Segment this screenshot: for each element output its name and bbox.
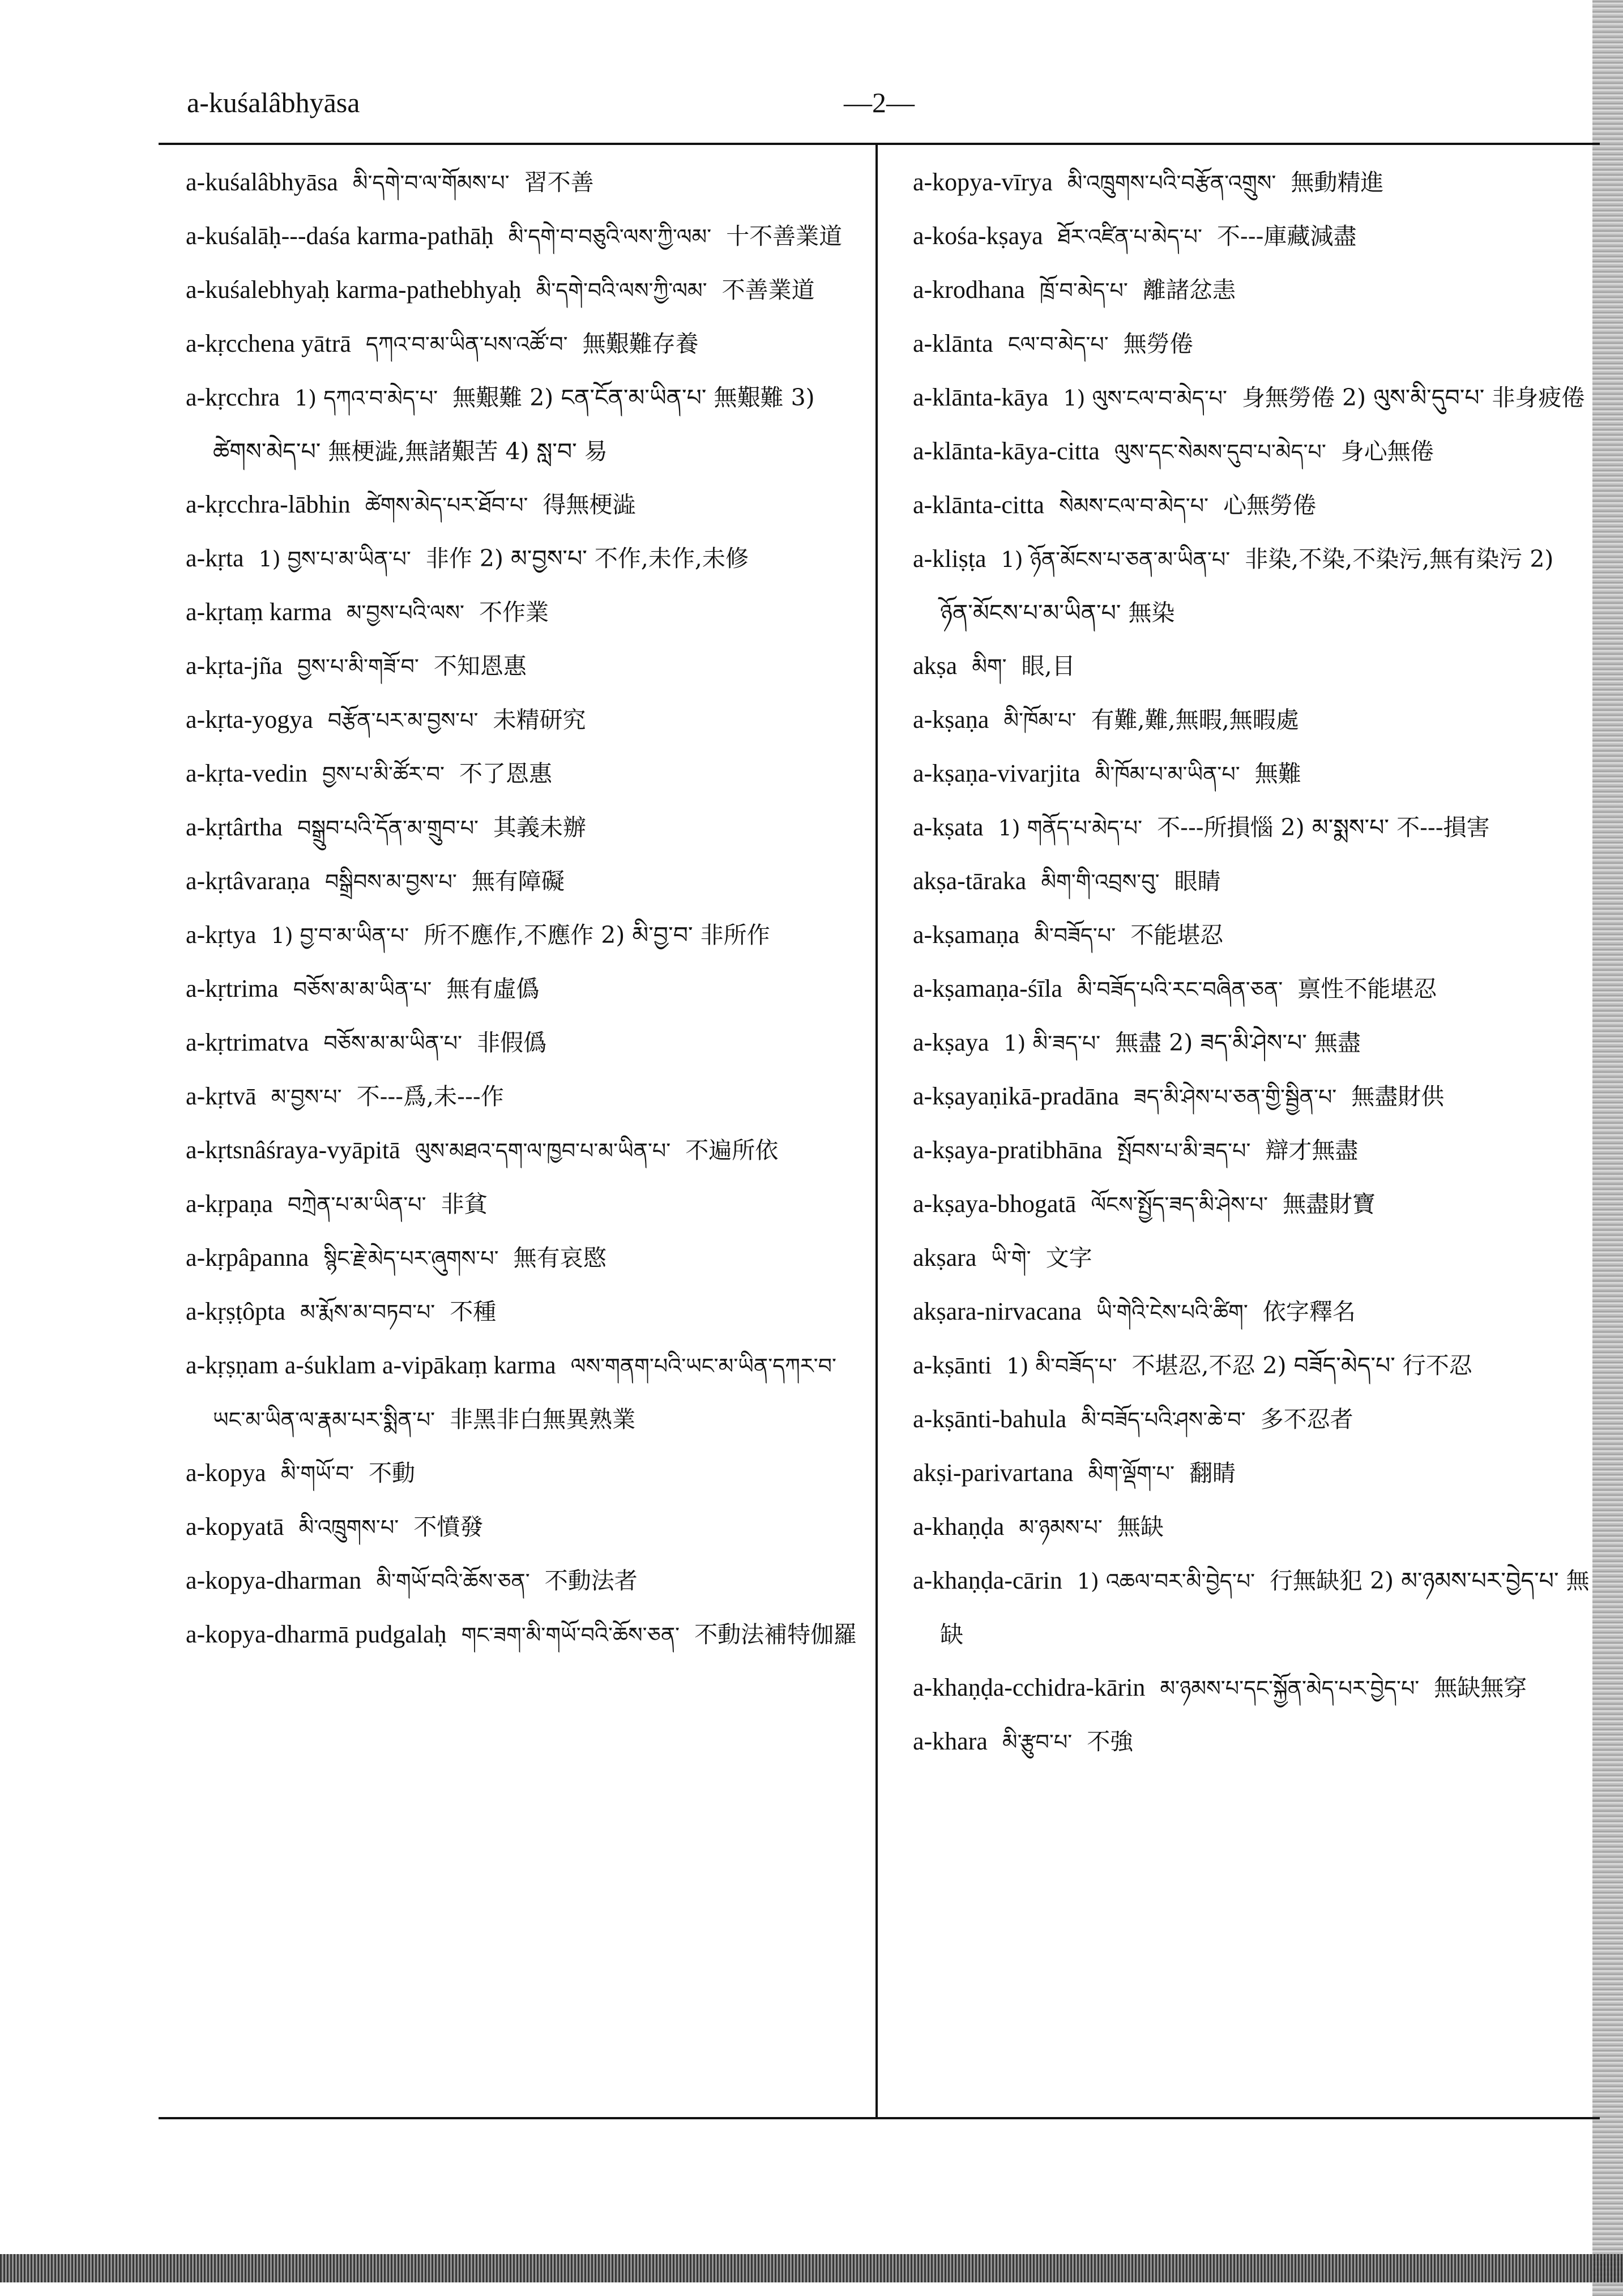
entry-headword: a-kṛta	[186, 544, 244, 572]
entry-headword: a-kopya-dharman	[186, 1567, 362, 1594]
dictionary-entry	[913, 263, 1590, 317]
dictionary-entry	[186, 908, 862, 962]
entry-tibetan: མིག་ལྡོག་པ་	[1088, 1461, 1175, 1486]
entry-chinese: 無有障礙	[471, 868, 565, 895]
dictionary-entry	[913, 479, 1590, 532]
dictionary-entry	[186, 1339, 862, 1446]
entry-tibetan: མི་དགེ་བ་ལ་གོམས་པ་	[352, 170, 510, 195]
entry-chinese: 不堪忍,不忍 2) བཟོད་མེད་པ་ 行不忍	[1131, 1352, 1472, 1379]
dictionary-entry	[913, 1715, 1590, 1769]
scan-edge-shadow	[1592, 0, 1623, 2296]
dictionary-entry	[913, 532, 1590, 639]
dictionary-entry	[913, 1661, 1590, 1715]
dictionary-entry	[186, 478, 862, 532]
entry-chinese: 不---爲,未---作	[356, 1083, 504, 1110]
entry-tibetan: བྱས་པ་མི་གཟོ་བ་	[297, 654, 419, 679]
entry-tibetan: ངལ་བ་མེད་པ་	[1007, 332, 1109, 357]
entry-headword: a-kopya-vīrya	[913, 168, 1053, 196]
entry-tibetan: 1) བྱ་བ་མ་ཡིན་པ་	[271, 923, 409, 948]
entry-headword: a-khaṇḍa-cchidra-kārin	[913, 1674, 1146, 1701]
dictionary-entry	[913, 801, 1590, 855]
entry-chinese: 離諸忿恚	[1142, 276, 1236, 304]
entry-tibetan: བརྩོན་པར་མ་བྱས་པ་	[327, 708, 479, 733]
entry-headword: a-kṣamaṇa	[913, 921, 1020, 949]
entry-headword: a-kuśalâbhyāsa	[186, 168, 338, 196]
entry-tibetan: ཁྲོ་བ་མེད་པ་	[1039, 278, 1128, 303]
entry-tibetan: བྱས་པ་མི་ཚོར་བ་	[322, 762, 445, 787]
entry-tibetan: མི་བཟོད་པའི་རང་བཞིན་ཅན་	[1077, 977, 1283, 1002]
entry-tibetan: བཀྲེན་པ་མ་ཡིན་པ་	[287, 1192, 426, 1217]
entry-headword: a-kopya-dharmā pudgalaḥ	[186, 1620, 447, 1648]
entry-chinese: 不動法補特伽羅	[694, 1621, 857, 1648]
entry-chinese: 無有哀愍	[513, 1244, 607, 1271]
entry-tibetan: སྙིང་རྗེ་མེད་པར་ཞུགས་པ་	[323, 1246, 499, 1271]
dictionary-entry	[913, 371, 1590, 425]
entry-tibetan: ཡི་གེ་	[991, 1246, 1031, 1271]
entry-chinese: 眼睛	[1174, 868, 1221, 895]
entry-chinese: 身無勞倦 2) ལུས་མི་དུབ་པ་ 非身疲倦	[1242, 384, 1585, 411]
entry-chinese: 非黑非白無異熟業	[450, 1406, 636, 1433]
entry-tibetan: མི་ཁོམ་པ་མ་ཡིན་པ་	[1095, 762, 1240, 787]
entry-headword: a-kṛtâvaraṇa	[186, 867, 310, 895]
entry-headword: a-kṛtvā	[186, 1082, 257, 1110]
entry-tibetan: ཟད་མི་ཤེས་པ་ཅན་གྱི་སྦྱིན་པ་	[1134, 1085, 1337, 1109]
entry-headword: a-kṛpaṇa	[186, 1190, 273, 1218]
dictionary-entry	[186, 156, 862, 210]
top-rule	[159, 143, 1600, 145]
entry-tibetan: གང་ཟག་མི་གཡོ་བའི་ཆོས་ཅན་	[461, 1623, 680, 1648]
entry-tibetan: མི་གཡོ་བ་	[280, 1461, 354, 1486]
entry-tibetan: 1) བྱས་པ་མ་ཡིན་པ་	[258, 547, 411, 571]
dictionary-entry	[186, 317, 862, 371]
entry-tibetan: 1) མི་ཟད་པ་	[1003, 1031, 1101, 1056]
dictionary-entry	[186, 1285, 862, 1339]
entry-headword: a-kṛcchena yātrā	[186, 330, 351, 357]
entry-headword: a-kuśalāḥ---daśa karma-pathāḥ	[186, 222, 494, 250]
dictionary-entry	[186, 1124, 862, 1177]
entry-tibetan: མི་བཟོད་པའི་ཤས་ཆེ་བ་	[1081, 1407, 1246, 1432]
entry-chinese: 依字釋名	[1262, 1298, 1356, 1325]
dictionary-entry	[186, 1070, 862, 1124]
dictionary-entry	[913, 1070, 1590, 1124]
entry-tibetan: མིག་གི་འབྲས་བུ་	[1041, 869, 1160, 894]
dictionary-entry	[913, 210, 1590, 263]
dictionary-entry	[186, 962, 862, 1016]
entry-chinese: 不能堪忍	[1130, 921, 1224, 949]
dictionary-entry	[186, 639, 862, 693]
dictionary-entry	[913, 639, 1590, 693]
dictionary-entry	[186, 1231, 862, 1285]
entry-chinese: 不---所損惱 2) མ་སྨས་པ་ 不---損害	[1157, 814, 1490, 841]
entry-headword: a-kṣaṇa-vivarjita	[913, 759, 1080, 787]
dictionary-entry	[913, 962, 1590, 1016]
entry-headword: a-kliṣṭa	[913, 545, 986, 573]
entry-tibetan: མི་འཁྲུགས་པ་	[298, 1515, 399, 1540]
entry-headword: a-kośa-kṣaya	[913, 222, 1043, 250]
entry-headword: a-kṣaya-bhogatā	[913, 1190, 1077, 1218]
entry-tibetan: མ་བྱས་པ་	[271, 1085, 342, 1109]
entry-chinese: 心無勞倦	[1223, 492, 1317, 519]
entry-chinese: 不動	[369, 1459, 415, 1487]
entry-headword: a-klānta	[913, 330, 993, 357]
entry-chinese: 非作 2) མ་བྱས་པ་ 不作,未作,未修	[425, 545, 749, 572]
entry-headword: a-kṛtârtha	[186, 813, 283, 841]
dictionary-entry	[913, 1285, 1590, 1339]
entry-headword: a-kuśalebhyaḥ karma-pathebhyaḥ	[186, 276, 522, 304]
dictionary-entry	[186, 1500, 862, 1554]
bottom-rule	[159, 2117, 1600, 2119]
dictionary-entry	[186, 1446, 862, 1500]
entry-headword: a-khaṇḍa	[913, 1513, 1005, 1540]
entry-chinese: 不---庫藏減盡	[1216, 223, 1357, 250]
entry-tibetan: ལུས་དང་སེམས་དུབ་པ་མེད་པ་	[1114, 439, 1326, 464]
entry-tibetan: 1) དཀའ་བ་མེད་པ་	[294, 386, 438, 411]
entry-tibetan: མིག་	[972, 654, 1007, 679]
entry-headword: akṣi-parivartana	[913, 1459, 1074, 1487]
dictionary-entry	[186, 1177, 862, 1231]
entry-tibetan: 1) ལུས་ངལ་བ་མེད་པ་	[1063, 386, 1228, 411]
dictionary-entry	[186, 693, 862, 747]
entry-tibetan: ཚེགས་མེད་པར་ཐོབ་པ་	[365, 493, 528, 518]
entry-headword: a-kṛta-vedin	[186, 759, 307, 787]
entry-chinese: 所不應作,不應作 2) མི་བྱ་བ་ 非所作	[424, 921, 770, 949]
entry-headword: a-kṣānti-bahula	[913, 1405, 1067, 1433]
dictionary-entry	[913, 747, 1590, 801]
dictionary-entry	[913, 1339, 1590, 1393]
entry-chinese: 有難,難,無暇,無暇處	[1091, 706, 1299, 733]
entry-chinese: 翻睛	[1189, 1459, 1236, 1487]
entry-tibetan: མ་རྨོས་མ་བཏབ་པ་	[300, 1300, 435, 1325]
entry-chinese: 習不善	[524, 169, 594, 196]
entry-tibetan: ཐོར་འཛིན་པ་མེད་པ་	[1057, 224, 1202, 249]
dictionary-entry	[913, 1554, 1590, 1661]
entry-chinese: 身心無倦	[1340, 438, 1434, 465]
entry-tibetan: ཡི་གེའི་ངེས་པའི་ཚིག་	[1096, 1300, 1248, 1325]
entry-tibetan: མ་བྱས་པའི་ལས་	[346, 600, 464, 625]
dictionary-entry	[186, 586, 862, 639]
entry-headword: a-kṛtrima	[186, 975, 279, 1002]
entry-headword: a-klānta-citta	[913, 491, 1045, 519]
dictionary-entry	[913, 1124, 1590, 1177]
entry-headword: a-kṛtaṃ karma	[186, 598, 332, 626]
entry-tibetan: སེམས་ངལ་བ་མེད་པ་	[1059, 493, 1209, 518]
entry-headword: a-kṛcchra	[186, 383, 280, 411]
entry-chinese: 不動法者	[544, 1567, 638, 1594]
dictionary-entry	[913, 855, 1590, 908]
entry-tibetan: མི་དགེ་བའི་ལས་ཀྱི་ལམ་	[536, 278, 707, 303]
entry-chinese: 無缺無穿	[1434, 1674, 1527, 1701]
entry-chinese: 不了恩惠	[459, 760, 553, 787]
dictionary-entry	[186, 1016, 862, 1070]
entry-headword: a-kṛcchra-lābhin	[186, 490, 351, 518]
entry-headword: a-kṣaṇa	[913, 706, 989, 733]
dictionary-entry	[913, 1500, 1590, 1554]
entry-headword: a-kopyatā	[186, 1513, 284, 1540]
entry-tibetan: མི་རྩུབ་པ་	[1002, 1730, 1073, 1755]
entry-chinese: 非染,不染,不染污,無有染污 2) ཉོན་མོངས་པ་མ་ཡིན་པ་ 無染	[940, 545, 1554, 626]
entry-headword: akṣara-nirvacana	[913, 1298, 1082, 1325]
entry-tibetan: དཀའ་བ་མ་ཡིན་པས་འཚོ་བ་	[365, 332, 568, 357]
dictionary-entry	[913, 1393, 1590, 1446]
dictionary-entry	[913, 317, 1590, 371]
entry-tibetan: བསྒྲིབས་མ་བྱས་པ་	[324, 869, 457, 894]
dictionary-entry	[913, 908, 1590, 962]
entry-chinese: 未精研究	[493, 706, 586, 733]
entry-headword: a-kṛpâpanna	[186, 1244, 309, 1271]
entry-headword: a-kṣānti	[913, 1351, 992, 1379]
running-head: a-kuśalâbhyāsa	[187, 87, 360, 118]
entry-chinese: 眼,目	[1021, 652, 1075, 680]
entry-headword: a-klānta-kāya-citta	[913, 437, 1100, 465]
entry-tibetan: སྤོབས་པ་མི་ཟད་པ་	[1117, 1138, 1251, 1163]
entry-headword: a-kṛta-jña	[186, 652, 283, 680]
page-number: —2—	[844, 87, 915, 118]
entry-chinese: 無艱難 2) ངན་ངོན་མ་ཡིན་པ་ 無艱難 3) ཚེགས་མེད་པ་ 無梗澁,無諸艱苦 4) སླ་བ་ 易	[213, 384, 815, 465]
entry-chinese: 多不忍者	[1260, 1406, 1353, 1433]
entry-chinese: 無艱難存養	[582, 330, 699, 357]
entry-chinese: 其義未辦	[493, 814, 587, 841]
entry-chinese: 無盡財寶	[1283, 1190, 1376, 1218]
entry-chinese: 不遍所依	[685, 1137, 779, 1164]
entry-tibetan: མ་ཉམས་པ་དང་སྐྱོན་མེད་པར་བྱེད་པ་	[1160, 1676, 1420, 1701]
entry-headword: a-kṣaya-pratibhāna	[913, 1136, 1103, 1164]
entry-tibetan: བསྒྲུབ་པའི་དོན་མ་གྲུབ་པ་	[297, 816, 479, 840]
entry-chinese: 無難	[1254, 760, 1301, 787]
entry-chinese: 禀性不能堪忍	[1297, 975, 1437, 1002]
entry-headword: akṣara	[913, 1244, 977, 1271]
entry-headword: a-kṣayaṇikā-pradāna	[913, 1082, 1120, 1110]
entry-tibetan: 1) ཉོན་མོངས་པ་ཅན་མ་ཡིན་པ་	[1001, 547, 1231, 572]
entry-headword: a-kṛṣṇam a-śuklam a-vipākaṃ karma	[186, 1351, 556, 1379]
entry-chinese: 不強	[1087, 1728, 1134, 1755]
dictionary-entry	[186, 371, 862, 478]
entry-headword: a-khara	[913, 1727, 988, 1755]
dictionary-entry	[186, 210, 862, 263]
dictionary-entry	[913, 693, 1590, 747]
entry-chinese: 無有虛僞	[446, 975, 540, 1002]
entry-chinese: 非貧	[441, 1190, 488, 1218]
entry-chinese: 不作業	[479, 599, 549, 626]
entry-chinese: 不憤發	[413, 1513, 484, 1540]
entry-headword: a-kṣamaṇa-śīla	[913, 975, 1062, 1002]
dictionary-entry	[186, 532, 862, 586]
dictionary-entry	[913, 1177, 1590, 1231]
entry-chinese: 不知恩惠	[433, 652, 527, 680]
entry-tibetan: བཅོས་མ་མ་ཡིན་པ་	[323, 1031, 463, 1056]
dictionary-entry	[913, 156, 1590, 210]
entry-tibetan: མི་འཁྲུགས་པའི་བརྩོན་འགྲུས་	[1067, 170, 1276, 195]
entry-tibetan: མི་གཡོ་བའི་ཆོས་ཅན་	[376, 1569, 530, 1594]
entry-headword: a-kṛtya	[186, 921, 257, 949]
dictionary-entry	[913, 1446, 1590, 1500]
dictionary-entry	[186, 1608, 862, 1662]
entry-headword: a-krodhana	[913, 276, 1025, 304]
left-column	[186, 156, 862, 1662]
entry-headword: a-kṣaya	[913, 1028, 989, 1056]
dictionary-entry	[913, 1231, 1590, 1285]
entry-chinese: 辯才無盡	[1265, 1137, 1359, 1164]
entry-chinese: 無盡財供	[1351, 1083, 1445, 1110]
dictionary-entry	[913, 425, 1590, 479]
entry-chinese: 不種	[450, 1298, 497, 1325]
entry-tibetan: 1) འཆལ་བར་མི་བྱེད་པ་	[1077, 1569, 1255, 1594]
dictionary-entry	[186, 855, 862, 908]
entry-tibetan: མི་བཟོད་པ་	[1034, 923, 1116, 948]
entry-tibetan: མི་དགེ་བ་བཅུའི་ལས་ཀྱི་ལམ་	[508, 224, 712, 249]
entry-tibetan: ལོངས་སྤྱོད་ཟད་མི་ཤེས་པ་	[1091, 1192, 1268, 1217]
entry-headword: a-kṛtrimatva	[186, 1028, 309, 1056]
entry-tibetan: ལས་གནག་པའི་ཡང་མ་ཡིན་དཀར་བ་ཡང་མ་ཡིན་ལ་རྣམ་པར་སྨིན་པ་	[213, 1354, 836, 1432]
entry-headword: a-kṛta-yogya	[186, 706, 313, 733]
dictionary-entry	[186, 801, 862, 855]
entry-chinese: 無勞倦	[1123, 330, 1193, 357]
right-column	[913, 156, 1590, 1769]
scan-bottom-band	[0, 2254, 1623, 2282]
entry-headword: a-kṣata	[913, 813, 984, 841]
entry-tibetan: ལུས་མཐའ་དག་ལ་ཁྱབ་པ་མ་ཡིན་པ་	[415, 1138, 671, 1163]
entry-chinese: 不善業道	[721, 276, 815, 304]
entry-headword: a-kopya	[186, 1459, 266, 1487]
entry-chinese: 無動精進	[1291, 169, 1384, 196]
entry-chinese: 無盡 2) ཟད་མི་ཤེས་པ་ 無盡	[1115, 1029, 1361, 1056]
entry-tibetan: མ་ཉམས་པ་	[1019, 1515, 1103, 1540]
dictionary-entry	[186, 1554, 862, 1608]
dictionary-entry	[186, 263, 862, 317]
dictionary-entry	[913, 1016, 1590, 1070]
entry-headword: akṣa-tāraka	[913, 867, 1027, 895]
entry-chinese: 十不善業道	[726, 223, 843, 250]
entry-headword: a-kṛṣṭôpta	[186, 1298, 285, 1325]
entry-headword: a-kṛtsnâśraya-vyāpitā	[186, 1136, 400, 1164]
entry-headword: akṣa	[913, 652, 958, 680]
entry-chinese: 得無梗澁	[543, 491, 636, 518]
entry-tibetan: མི་ཁོམ་པ་	[1003, 708, 1077, 733]
entry-headword: a-khaṇḍa-cārin	[913, 1567, 1062, 1594]
entry-chinese: 無缺	[1117, 1513, 1164, 1540]
dictionary-entry	[186, 747, 862, 801]
entry-tibetan: 1) གནོད་པ་མེད་པ་	[998, 816, 1143, 840]
entry-headword: a-klānta-kāya	[913, 383, 1049, 411]
entry-tibetan: བཅོས་མ་མ་ཡིན་པ་	[293, 977, 432, 1002]
column-divider	[875, 143, 878, 2119]
entry-chinese: 文字	[1045, 1244, 1092, 1271]
entry-chinese: 行無缺犯 2) མ་ཉམས་པར་བྱེད་པ་ 無缺	[940, 1567, 1590, 1648]
entry-tibetan: 1) མི་བཟོད་པ་	[1006, 1354, 1117, 1379]
entry-chinese: 非假僞	[477, 1029, 547, 1056]
